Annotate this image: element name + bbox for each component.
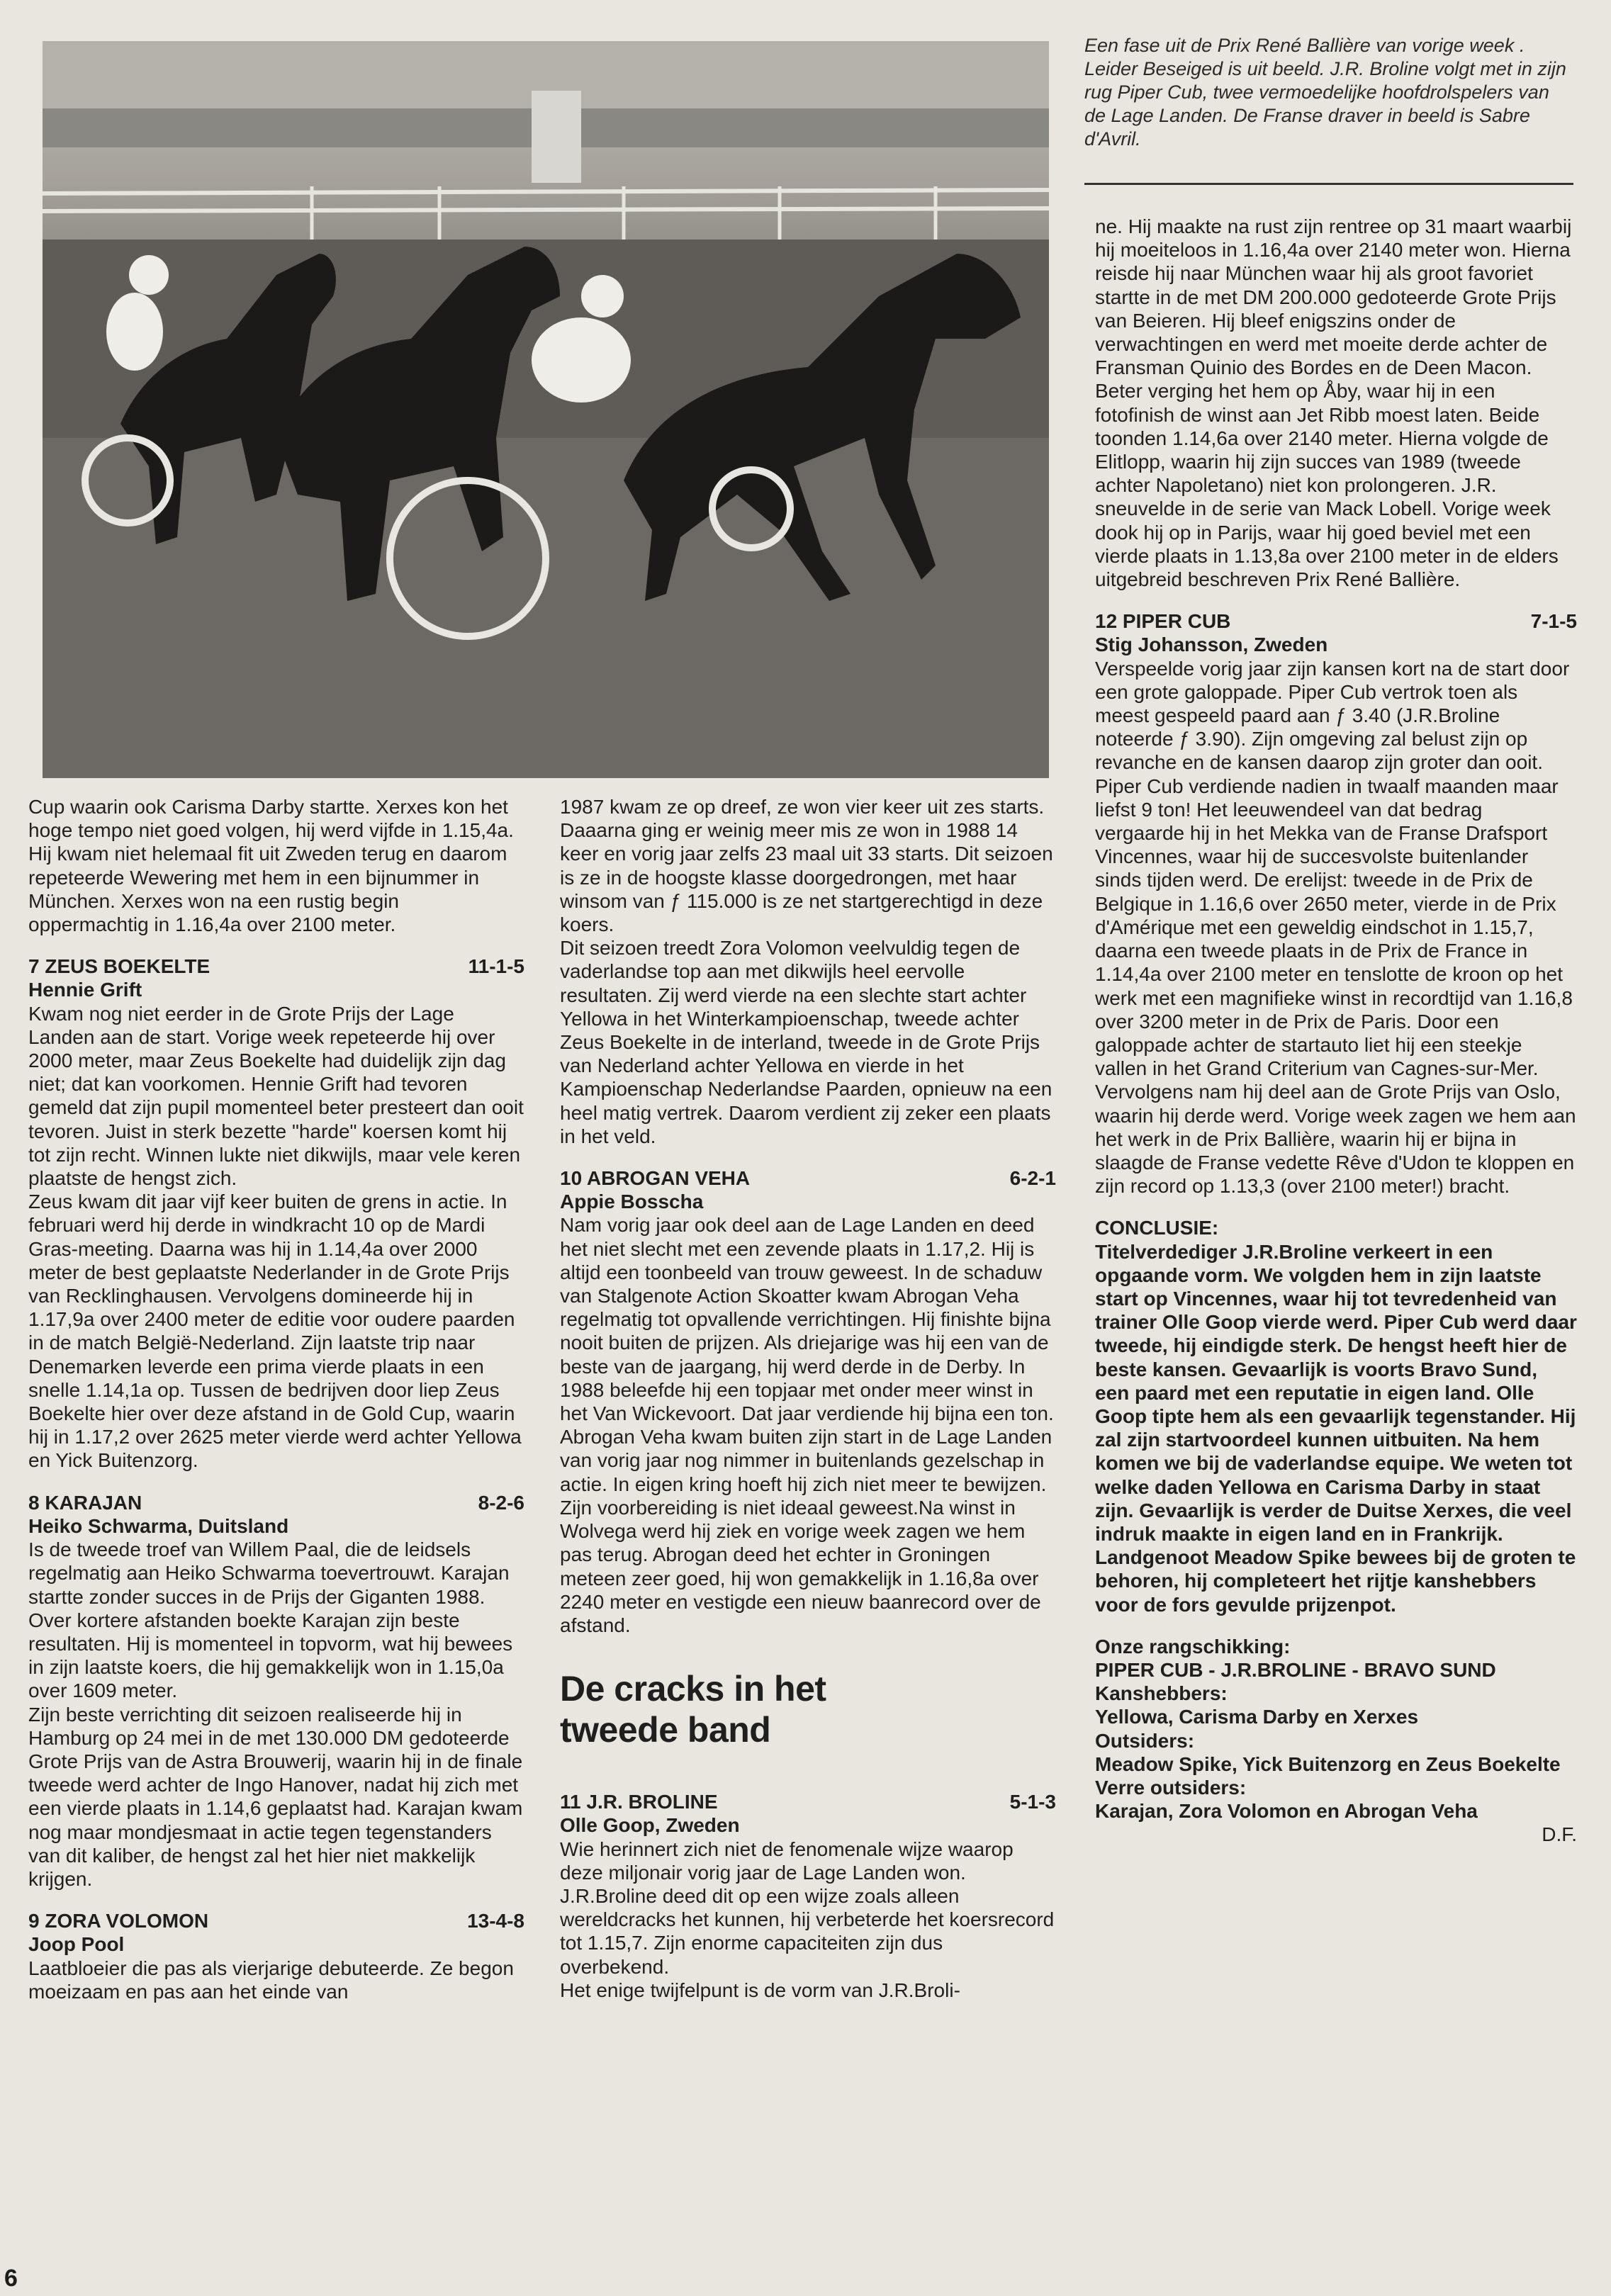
- entry-trainer: Olle Goop, Zweden: [560, 1814, 740, 1837]
- entry-title: 8 KARAJAN: [28, 1491, 142, 1514]
- verre-outsiders-value: Karajan, Zora Volomon en Abrogan Veha: [1095, 1800, 1478, 1823]
- entry-title: 7 ZEUS BOEKELTE: [28, 955, 211, 978]
- entry-piper-cub: [1095, 609, 1577, 1198]
- entry-paragraph: Piper Cub verdiende nadien in twaalf maanden maar liefst 9 ton! Het leeuwendeel van dat bedrag vergaarde hij in het Mekka van de Franse Drafsport Vincennes, waar hij de succesvolste buitenlander sinds tijden werd. De erelijst: tweede in de Prix de Belgique in 1.16,6 over 2650 meter, vierde in de Prix d'Amérique met een geweldig eindschot in 1.15,7, daarna een tweede plaats in de Prix de France in 1.14,4a over 2100 meter en tenslotte de kroon op het werk met een magnifieke winst in recordtijd van 1.16,8 over 3200 meter in de Prix de Paris. Door een galoppade achter de startauto liet hij een steekje vallen in het Grand Criterium van Cagnes-sur-Mer. Vervolgens nam hij deel aan de Grote Prijs van Oslo, waarin hij derde werd. Vorige week zagen we hem aan het werk in de Prix Ballière, waarin hij er bijna in slaagde de Franse vedette Rêve d'Udon te kloppen en zijn record op 1.13,3 (over 2100 meter!) bracht.: [1095, 775, 1576, 1198]
- page-number: 6: [4, 2265, 18, 2292]
- entry-form: 7-1-5: [1530, 610, 1577, 633]
- intro-paragraph: Beter verging het hem op Åby, waar hij in een fotofinish de winst aan Jet Ribb moest laten. Beide toonden 1.14,6a over 2140 meter. Hierna volgde de Elitlopp, waarin hij zijn succes van 1989 (tweede achter Napoletano) niet kon prolongeren. J.R. sneuvelde in de serie van Mack Lobell. Vorige week dook hij op in Parijs, waar hij goed beviel met een vierde plaats in 1.13,8a over 2100 meter in de elders uitgebreid beschreven Prix René Ballière.: [1095, 380, 1559, 591]
- entry-trainer: Heiko Schwarma, Duitsland: [28, 1514, 289, 1537]
- conclusion-label: CONCLUSIE:: [1095, 1217, 1219, 1239]
- column-middle: [560, 795, 1056, 2002]
- entry-paragraph: Laatbloeier die pas als vierjarige debuteerde. Ze begon moeizaam en pas aan het einde van: [28, 1957, 514, 2003]
- intro-paragraph: Cup waarin ook Carisma Darby startte. Xerxes kon het hoge tempo niet goed volgen, hij werd vijfde in 1.15,4a. Hij kwam niet helemaal fit uit Zweden terug en daarom repeteerde Wewering met hem in een bijnummer in München. Xerxes won na een rustig begin oppermachtig in 1.16,4a over 2100 meter.: [28, 796, 514, 936]
- entry-title: 10 ABROGAN VEHA: [560, 1167, 751, 1190]
- photo-caption: Een fase uit de Prix René Ballière van vorige week . Leider Beseiged is uit beeld. J.R. Broline volgt met in zijn rug Piper Cub, twee vermoedelijke hoofdrolspelers van de Lage Landen. De Franse draver in beeld is Sabre d'Avril.: [1084, 35, 1566, 150]
- entry-title: 12 PIPER CUB: [1095, 610, 1231, 633]
- entry-paragraph: Zeus kwam dit jaar vijf keer buiten de grens in actie. In februari werd hij derde in windkracht 10 op de Mardi Gras-meeting. Daarna was hij in 1.14,4a over 2000 meter de best geplaatste Nederlander in de Grote Prijs van Recklinghausen. Vervolgens domineerde hij in 1.17,9a over 2400 meter de editie voor oudere paarden in de match België-Nederland. Zijn laatste trip naar Denemarken leverde een prima vierde plaats in een snelle 1.14,1a op. Tussen de bedrijven door liep Zeus Boekelte hier over deze afstand in de Gold Cup, waarin hij in 1.17,2 over 2625 meter vierde werd achter Yellowa en Yick Buitenzorg.: [28, 1191, 522, 1472]
- intro-paragraph: Dit seizoen treedt Zora Volomon veelvuldig tegen de vaderlandse top aan met dikwijls heel eervolle resultaten. Zij werd vierde na een slechte start achter Yellowa in het Winterkampioenschap, tweede achter Zeus Boekelte in de interland, tweede in de Grote Prijs van Nederland achter Yellowa en vierde in het Kampioenschap Nederlandse Paarden, opnieuw na een heel matig vertrek. Daarom verdient zij zeker een plaats in het veld.: [560, 937, 1053, 1147]
- ranking-block: [1095, 1635, 1577, 1847]
- conclusion-text: Titelverdediger J.R.Broline verkeert in een opgaande vorm. We volgden hem in zijn laatste start op Vincennes, waar hij tot tevredenheid van trainer Olle Goop vierde werd. Piper Cub werd daar tweede, hij eindigde sterk. De hengst heeft hier de beste kansen. Gevaarlijk is voorts Bravo Sund, een paard met een reputatie in eigen land. Olle Goop tipte hem als een gevaarlijk tegenstander. Hij zal zijn startvoordeel kunnen uitbuiten. Na hem komen we bij de vaderlandse equipe. We weten tot welke daden Yellowa en Carisma Darby in staat zijn. Gevaarlijk is verder de Duitse Xerxes, die veel indruk maakte in eigen land en in Frankrijk. Landgenoot Meadow Spike bewees bij de groten te behoren, hij completeert het rijtje kanshebbers voor de fors gevulde prijzenpot.: [1095, 1240, 1577, 1616]
- entry-form: 11-1-5: [468, 955, 524, 978]
- caption-divider: [1084, 183, 1573, 185]
- entry-header: [28, 1909, 524, 1932]
- kanshebbers-value: Yellowa, Carisma Darby en Xerxes: [1095, 1706, 1419, 1728]
- entry-paragraph: Kwam nog niet eerder in de Grote Prijs der Lage Landen aan de start. Vorige week repeteerde hij over 2000 meter, maar Zeus Boekelte had duidelijk zijn dag niet; dat kan voorkomen. Hennie Grift had tevoren gemeld dat zijn pupil momenteel beter presteert dan ooit tevoren. Juist in sterk bezette "harde" koersen komt hij tot zijn recht. Winnen lukte niet dikwijls, maar vele keren plaatste de hengst zich.: [28, 1002, 524, 1190]
- entry-paragraph: Verspeelde vorig jaar zijn kansen kort na de start door een grote galoppade. Piper Cub vertrok toen als meest gespeeld paard aan ƒ 3.40 (J.R.Broline noteerde ƒ 3.90). Zijn omgeving zal belust zijn op revanche en de kansen daarop zijn groter dan ooit.: [1095, 657, 1570, 774]
- entry-trainer: Hennie Grift: [28, 979, 142, 1001]
- entry-form: 5-1-3: [1009, 1791, 1056, 1813]
- ranking-value: PIPER CUB - J.R.BROLINE - BRAVO SUND: [1095, 1658, 1496, 1681]
- entry-jr-broline: [560, 1790, 1056, 2002]
- entry-form: 6-2-1: [1009, 1167, 1056, 1190]
- entry-title: 9 ZORA VOLOMON: [28, 1910, 209, 1932]
- entry-abrogan-veha: [560, 1166, 1056, 1637]
- author-signoff: D.F.: [1542, 1823, 1577, 1846]
- entry-paragraph: Zijn beste verrichting dit seizoen realiseerde hij in Hamburg op 24 mei in de met 130.000 DM gedoteerde Grote Prijs van de Astra Brouwerij, waarin hij in de finale tweede werd achter de Ingo Hanover, nadat hij zich met een vierde plaats in 1.14,6 geplaatst had. Karajan kwam nog maar mondjesmaat in actie tegen tegenstanders van dit kaliber, de hengst zal het hier niet makkelijk krijgen.: [28, 1703, 523, 1890]
- entry-form: 13-4-8: [467, 1910, 524, 1932]
- entry-header: [560, 1166, 1056, 1190]
- kanshebbers-label: Kanshebbers:: [1095, 1682, 1228, 1705]
- intro-paragraph: ne. Hij maakte na rust zijn rentree op 31 maart waarbij hij moeiteloos in 1.16,4a over 2140 meter won. Hierna reisde hij naar München waar hij als groot favoriet startte in de met DM 200.000 gedoteerde Grote Prijs van Beieren. Hij bleef enigszins onder de verwachtingen en werd met moeite derde achter de Fransman Quinio des Bordes en de Deen Macon.: [1095, 215, 1572, 379]
- section-heading-line: tweede band: [560, 1710, 771, 1750]
- entry-header: [1095, 609, 1577, 633]
- race-photo: [43, 41, 1049, 778]
- entry-title: 11 J.R. BROLINE: [560, 1791, 718, 1813]
- outsiders-label: Outsiders:: [1095, 1729, 1195, 1752]
- column-right: [1095, 215, 1577, 1847]
- entry-header: [28, 955, 524, 978]
- entry-trainer: Stig Johansson, Zweden: [1095, 634, 1328, 656]
- entry-trainer: Appie Bosscha: [560, 1191, 704, 1213]
- trotting-race-illustration: [43, 41, 1049, 778]
- section-heading-line: De cracks in het: [560, 1669, 826, 1709]
- intro-paragraph: 1987 kwam ze op dreef, ze won vier keer uit zes starts. Daaarna ging er weinig meer mis ze won in 1988 14 keer en vorig jaar zelfs 23 maal uit 33 starts. Dit seizoen is ze in de hoogste klasse doorgedrongen, met haar winsom van ƒ 115.000 is ze net startgerechtigd in deze koers.: [560, 796, 1053, 936]
- outsiders-value: Meadow Spike, Yick Buitenzorg en Zeus Boekelte: [1095, 1752, 1561, 1775]
- entry-header: [28, 1491, 524, 1514]
- section-heading: [560, 1668, 1056, 1750]
- conclusion-block: [1095, 1216, 1577, 1616]
- verre-outsiders-label: Verre outsiders:: [1095, 1777, 1247, 1799]
- entry-paragraph: Het enige twijfelpunt is de vorm van J.R.Broli-: [560, 1979, 960, 2001]
- entry-karajan: [28, 1491, 524, 1891]
- entry-paragraph: Zijn voorbereiding is niet ideaal geweest.Na winst in Wolvega werd hij ziek en vorige week zagen we hem pas terug. Abrogan deed het echter in Groningen meteen zeer goed, hij won gemakkelijk in 1.16,8a over 2240 meter en vestigde een nieuw baanrecord over de afstand.: [560, 1496, 1041, 1636]
- entry-zeus-boekelte: [28, 955, 524, 1472]
- ranking-label: Onze rangschikking:: [1095, 1635, 1291, 1658]
- entry-zora-volomon: [28, 1909, 524, 2003]
- entry-trainer: Joop Pool: [28, 1933, 125, 1956]
- entry-paragraph: Nam vorig jaar ook deel aan de Lage Landen en deed het niet slecht met een zevende plaats in 1.17,2. Hij is altijd een toonbeeld van trouw geweest. In de schaduw van Stalgenote Action Skoatter kwam Abrogan Veha regelmatig tot opvallende verrichtingen. Hij finishte bijna nooit buiten de prijzen. Als driejarige was hij een van de beste van de jaargang, hij werd derde in de Derby. In 1988 beleefde hij een topjaar met onder meer winst in het Van Wickevoort. Dat jaar verdiende hij bijna een ton. Abrogan Veha kwam buiten zijn start in de Lage Landen van vorig jaar nog nimmer in buitenlands gezelschap in actie. In eigen kring hoeft hij zich niet meer te bewijzen.: [560, 1214, 1054, 1495]
- entry-paragraph: Is de tweede troef van Willem Paal, die de leidsels regelmatig aan Heiko Schwarma toevertrouwt. Karajan startte zonder succes in de Prijs der Giganten 1988. Over kortere afstanden boekte Karajan zijn beste resultaten. Hij is momenteel in topvorm, wat hij bewees in zijn laatste koers, die hij gemakkelijk won in 1.15,0a over 1609 meter.: [28, 1538, 513, 1702]
- entry-header: [560, 1790, 1056, 1813]
- entry-form: 8-2-6: [478, 1491, 524, 1514]
- entry-paragraph: Wie herinnert zich niet de fenomenale wijze waarop deze miljonair vorig jaar de Lage Landen won. J.R.Broline deed dit op een wijze zoals alleen wereldcracks het kunnen, hij verbeterde het koersrecord tot 1.15,7. Zijn enorme capaciteiten zijn dus overbekend.: [560, 1838, 1055, 1978]
- column-left: [28, 795, 524, 2003]
